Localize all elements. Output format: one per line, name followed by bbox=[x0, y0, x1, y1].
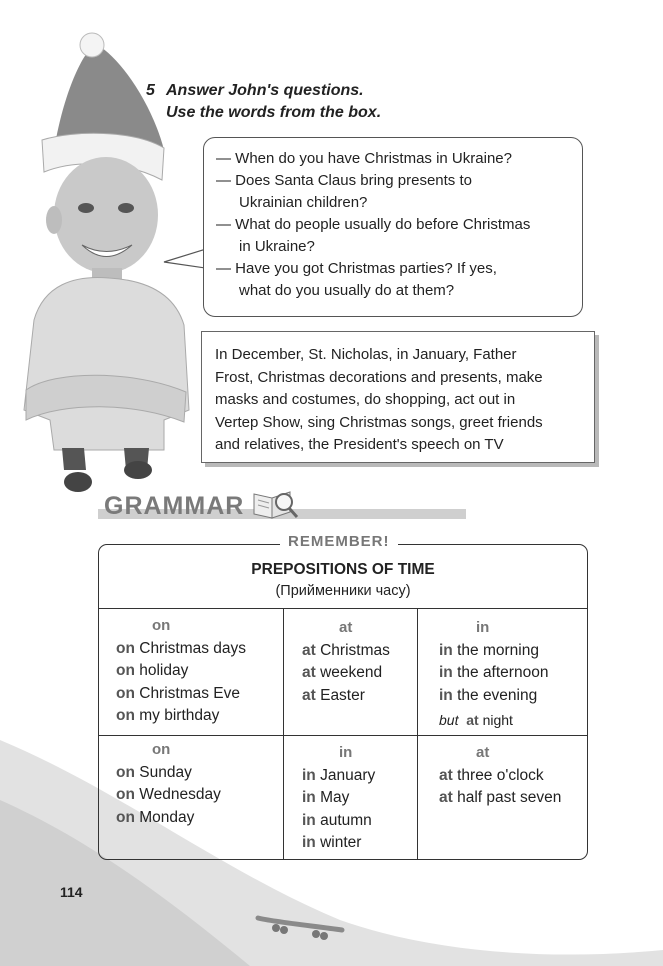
example-text: Christmas Eve bbox=[134, 684, 241, 702]
example-text: the afternoon bbox=[452, 664, 549, 681]
example-text: Christmas bbox=[315, 641, 390, 659]
example-exception bbox=[439, 709, 548, 732]
question-item bbox=[216, 170, 530, 214]
example bbox=[116, 660, 246, 683]
example bbox=[116, 807, 221, 830]
word-box-line: Vertep Show, sing Christmas songs, greet friends bbox=[215, 413, 543, 431]
preposition: on bbox=[116, 684, 135, 702]
example bbox=[302, 662, 390, 685]
table-title: PREPOSITIONS OF TIME bbox=[251, 561, 435, 578]
example-text: autumn bbox=[315, 811, 372, 829]
word-box-text bbox=[215, 344, 587, 457]
example-text: my birthday bbox=[134, 707, 220, 724]
column-head: at bbox=[476, 744, 490, 761]
question-text-continued: what do you usually do at them? bbox=[239, 282, 455, 299]
example-text: the evening bbox=[452, 686, 538, 704]
question-text-continued: Ukrainian children? bbox=[239, 194, 368, 211]
example bbox=[439, 640, 548, 663]
example-text: night bbox=[478, 712, 513, 728]
question-text: — Have you got Christmas parties? If yes, bbox=[216, 260, 497, 277]
example bbox=[302, 640, 390, 663]
exception-word: but bbox=[439, 712, 459, 728]
table-cell bbox=[439, 617, 548, 732]
example bbox=[116, 705, 246, 728]
preposition: in bbox=[302, 766, 316, 784]
remember-label: REMEMBER! bbox=[280, 533, 398, 550]
preposition: in bbox=[302, 811, 316, 829]
table-divider bbox=[98, 608, 588, 609]
preposition: in bbox=[302, 834, 316, 851]
preposition: at bbox=[302, 664, 316, 681]
word-box-line: masks and costumes, do shopping, act out in bbox=[215, 391, 516, 408]
book-magnifier-icon bbox=[250, 488, 300, 522]
preposition: in bbox=[439, 686, 453, 704]
instruction-line-1: Answer John's questions. bbox=[166, 82, 364, 99]
preposition: on bbox=[116, 763, 135, 781]
table-cell bbox=[302, 617, 390, 707]
example-text: winter bbox=[315, 834, 362, 851]
exercise-instructions bbox=[146, 80, 381, 124]
example-text: three o'clock bbox=[452, 766, 544, 784]
column-head: in bbox=[476, 619, 490, 636]
word-box-line: and relatives, the President's speech on TV bbox=[215, 436, 504, 453]
column-head: on bbox=[152, 617, 171, 634]
example bbox=[302, 787, 375, 810]
preposition: on bbox=[116, 808, 135, 826]
preposition: in bbox=[302, 789, 316, 806]
table-cell bbox=[116, 739, 221, 829]
question-text-continued: in Ukraine? bbox=[239, 238, 315, 255]
example bbox=[302, 810, 375, 833]
question-text: — When do you have Christmas in Ukraine? bbox=[216, 150, 512, 167]
question-text: — Does Santa Claus bring presents to bbox=[216, 172, 472, 189]
example-text: Easter bbox=[315, 686, 365, 704]
preposition: at bbox=[439, 766, 453, 784]
preposition: at bbox=[466, 712, 479, 728]
exercise-number: 5 bbox=[146, 82, 155, 99]
example bbox=[439, 765, 561, 788]
example bbox=[116, 638, 246, 661]
preposition: at bbox=[302, 641, 316, 659]
example-text: January bbox=[315, 766, 376, 784]
table-divider bbox=[283, 608, 284, 859]
word-box-line: Frost, Christmas decorations and presents, make bbox=[215, 368, 543, 386]
example-text: Sunday bbox=[134, 763, 192, 781]
example-text: Monday bbox=[134, 808, 195, 826]
word-box-line: In December, St. Nicholas, in January, Father bbox=[215, 346, 517, 363]
column-head: on bbox=[152, 741, 171, 758]
example bbox=[116, 762, 221, 785]
preposition: in bbox=[439, 641, 453, 659]
preposition: in bbox=[439, 664, 453, 681]
skateboard-icon bbox=[254, 908, 346, 942]
preposition: at bbox=[302, 686, 316, 704]
page-number: 114 bbox=[60, 884, 83, 900]
preposition: on bbox=[116, 786, 135, 803]
example-text: half past seven bbox=[452, 789, 562, 806]
example bbox=[302, 765, 375, 788]
table-cell bbox=[116, 615, 246, 728]
example-text: weekend bbox=[315, 664, 383, 681]
example-text: Christmas days bbox=[134, 639, 247, 657]
example bbox=[116, 683, 246, 706]
question-text: — What do people usually do before Christmas bbox=[216, 216, 531, 233]
preposition: on bbox=[116, 707, 135, 724]
table-divider bbox=[98, 735, 588, 736]
instruction-line-2: Use the words from the box. bbox=[166, 104, 382, 121]
table-divider bbox=[417, 608, 418, 859]
question-item bbox=[216, 258, 530, 302]
example bbox=[302, 832, 375, 855]
preposition: on bbox=[116, 639, 135, 657]
grammar-heading: GRAMMAR bbox=[104, 492, 245, 520]
example bbox=[439, 787, 561, 810]
table-cell bbox=[302, 742, 375, 855]
example bbox=[302, 685, 390, 708]
example-text: the morning bbox=[452, 641, 539, 659]
table-cell bbox=[439, 742, 561, 810]
example-text: holiday bbox=[134, 662, 189, 679]
question-item bbox=[216, 148, 530, 170]
column-head: at bbox=[339, 619, 353, 636]
preposition: at bbox=[439, 789, 453, 806]
example-text: Wednesday bbox=[134, 786, 221, 803]
example bbox=[439, 662, 548, 685]
example bbox=[439, 685, 548, 708]
table-subtitle: (Прийменники часу) bbox=[275, 583, 411, 599]
example-text: May bbox=[315, 789, 350, 806]
question-item bbox=[216, 214, 530, 258]
preposition: on bbox=[116, 662, 135, 679]
example bbox=[116, 784, 221, 807]
column-head: in bbox=[339, 744, 353, 761]
question-list bbox=[216, 148, 530, 302]
